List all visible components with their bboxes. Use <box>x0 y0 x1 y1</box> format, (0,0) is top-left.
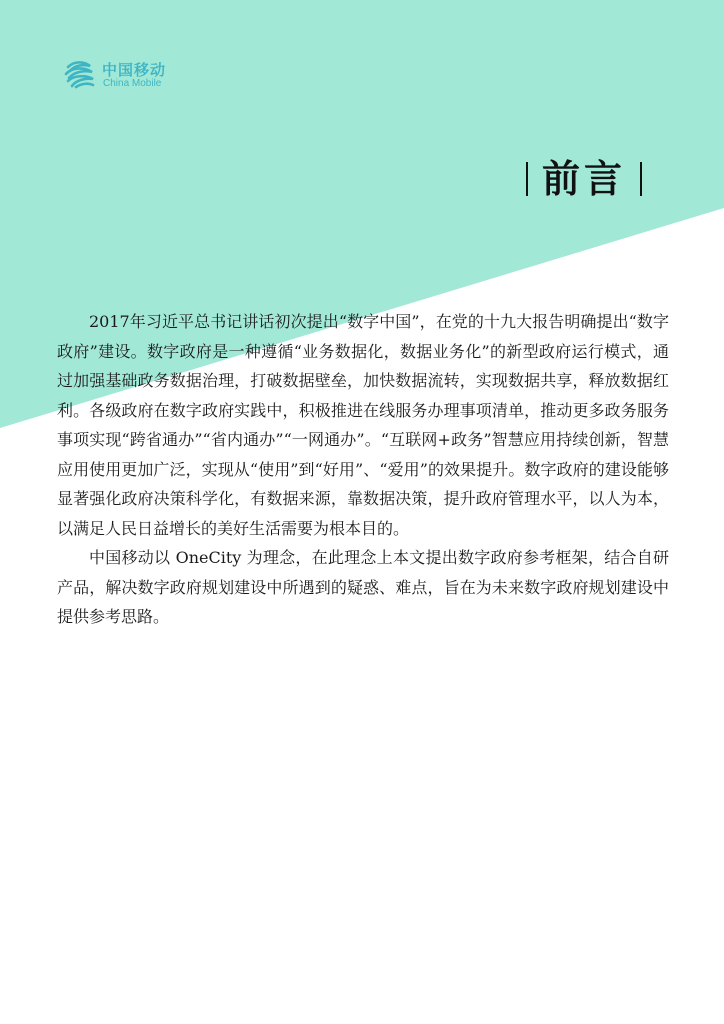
paragraph-2: 中国移动以 OneCity 为理念，在此理念上本文提出数字政府参考框架，结合自研产品，解决数字政府规划建设中所遇到的疑惑、难点，旨在为未来数字政府规划建设中提供参考思路。 <box>57 548 669 626</box>
title-right-bar <box>640 162 642 196</box>
body-text <box>57 307 669 632</box>
title-left-bar <box>526 162 528 196</box>
china-mobile-logo <box>62 57 202 93</box>
title-block <box>526 155 642 203</box>
china-mobile-logo-icon <box>62 57 98 93</box>
paragraph-1: 2017年习近平总书记讲话初次提出“数字中国”，在党的十九大报告明确提出“数字政府”建设。数字政府是一种遵循“业务数据化，数据业务化”的新型政府运行模式，通过加强基础政务数据治理，打破数据壁垒，加快数据流转，实现数据共享，释放数据红利。各级政府在数字政府实践中，积极推进在线服务办理事项清单，推动更多政务服务事项实现“跨省通办”“省内通办”“一网通办”。“互联网+政务”智慧应用持续创新，智慧应用使用更加广泛，实现从“使用”到“好用”、“爱用”的效果提升。数字政府的建设能够显著强化政府决策科学化，有数据来源，靠数据决策，提升政府管理水平，以人为本，以满足人民日益增长的美好生活需要为根本目的。 <box>57 312 669 538</box>
logo-chinese-name: 中国移动 <box>102 61 167 79</box>
page-title: 前言 <box>542 157 627 201</box>
logo-english-name: China Mobile <box>103 78 162 89</box>
